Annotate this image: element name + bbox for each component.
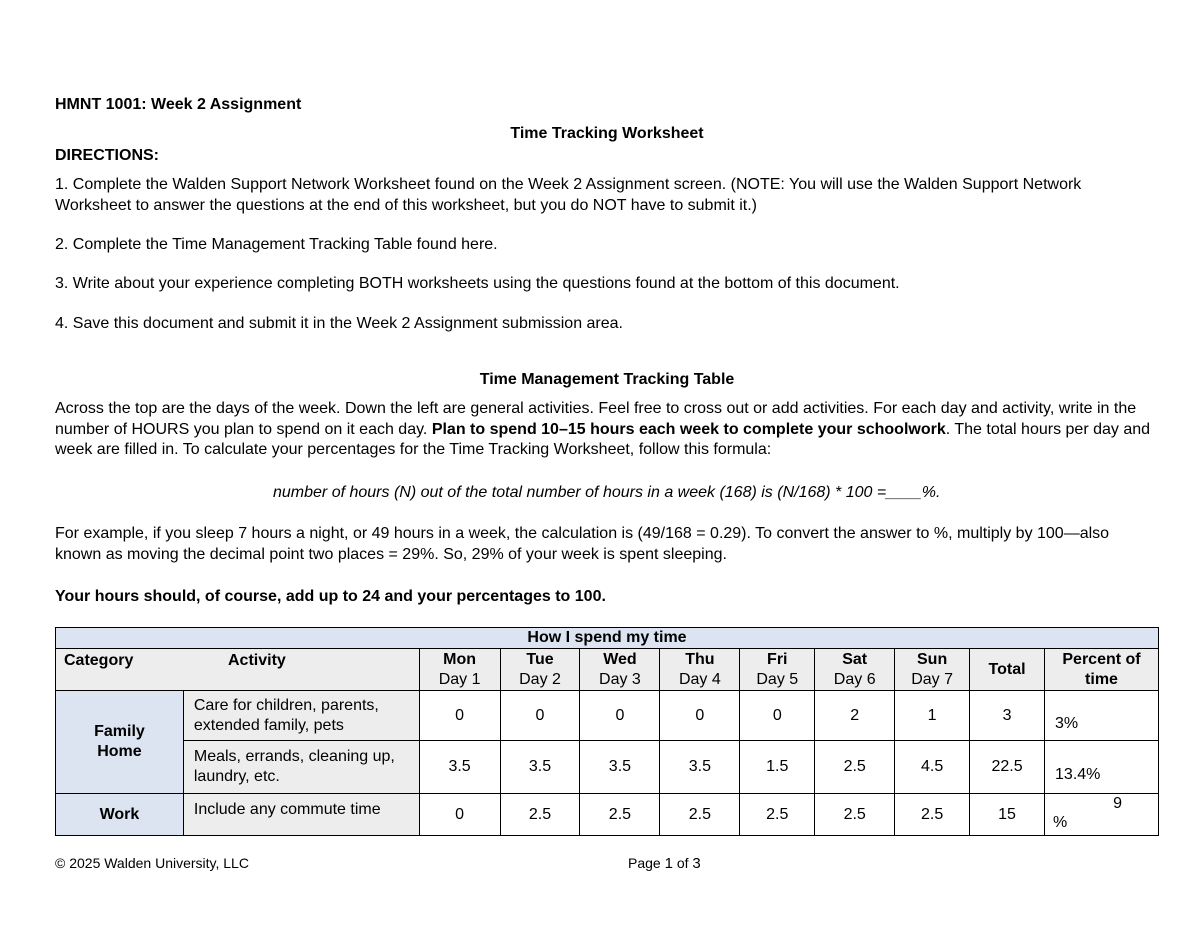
percent-cell[interactable]: 13.4% [1045, 741, 1159, 794]
activity-header: Activity [228, 652, 286, 669]
hours-cell[interactable]: 1.5 [740, 741, 815, 794]
activity-cell: Meals, errands, cleaning up, laundry, etc. [183, 741, 419, 794]
hours-cell[interactable]: 2.5 [580, 794, 660, 836]
total-cell[interactable]: 15 [970, 794, 1045, 836]
hours-cell[interactable]: 0 [500, 691, 580, 741]
hours-cell[interactable]: 4.5 [895, 741, 970, 794]
hours-note: Your hours should, of course, add up to 24 and your percentages to 100. [55, 588, 606, 605]
percent-value: 9 [1113, 795, 1122, 812]
category-header: Category [64, 652, 134, 669]
activity-cell: Include any commute time [183, 794, 419, 836]
category-family-home: Family Home [56, 691, 184, 794]
table-row [56, 741, 1159, 794]
hours-cell[interactable]: 0 [660, 691, 740, 741]
intro-emphasis: Plan to spend 10–15 hours each week to complete your schoolwork [431, 420, 946, 438]
hours-cell[interactable]: 2.5 [740, 794, 815, 836]
day-header-fri: Fri Day 5 [740, 649, 815, 691]
percent-sign: % [1053, 814, 1068, 831]
day-header-thu: Thu Day 4 [660, 649, 740, 691]
total-cell[interactable]: 22.5 [970, 741, 1045, 794]
table-row [56, 794, 1159, 836]
day-header-mon: Mon Day 1 [419, 649, 500, 691]
page-number: Page 1 of 3 [628, 855, 701, 872]
total-header: Total [970, 649, 1045, 691]
hours-cell[interactable]: 0 [740, 691, 815, 741]
intro-text: Across the top are the days of the week. Down the left are general activities. Feel free to cross out or add activities. For each day and activity, write in the number of HOURS you plan to spend on it each day. [55, 400, 1137, 438]
direction-item: 1. Complete the Walden Support Network Worksheet found on the Week 2 Assignment screen. (NOTE: You will use the Walden Support Network Worksheet to answer the questions at the end of this worksheet, but you do NOT have to submit it.) [55, 176, 1082, 214]
hours-cell[interactable]: 2.5 [660, 794, 740, 836]
table-row [56, 691, 1159, 741]
hours-cell[interactable]: 0 [419, 691, 500, 741]
copyright-footer: © 2025 Walden University, LLC [55, 855, 249, 871]
hours-cell[interactable]: 3.5 [660, 741, 740, 794]
percent-header: Percent of time [1045, 649, 1159, 691]
hours-cell[interactable]: 2 [815, 691, 895, 741]
percent-cell[interactable] [1045, 794, 1159, 836]
hours-cell[interactable]: 3.5 [500, 741, 580, 794]
direction-item: 3. Write about your experience completing BOTH worksheets using the questions found at the bottom of this document. [55, 275, 900, 292]
hours-cell[interactable]: 0 [419, 794, 500, 836]
hours-cell[interactable]: 2.5 [895, 794, 970, 836]
time-tracking-table [55, 627, 1159, 836]
day-header-sun: Sun Day 7 [895, 649, 970, 691]
percent-cell[interactable]: 3% [1045, 691, 1159, 741]
directions-label: DIRECTIONS: [55, 147, 159, 164]
hours-cell[interactable]: 3.5 [580, 741, 660, 794]
category-work: Work [56, 794, 184, 836]
day-header-tue: Tue Day 2 [500, 649, 580, 691]
direction-item: 2. Complete the Time Management Tracking Table found here. [55, 236, 498, 253]
direction-item: 4. Save this document and submit it in the Week 2 Assignment submission area. [55, 315, 623, 332]
hours-cell[interactable]: 2.5 [815, 741, 895, 794]
day-header-sat: Sat Day 6 [815, 649, 895, 691]
hours-cell[interactable]: 2.5 [500, 794, 580, 836]
course-header: HMNT 1001: Week 2 Assignment [55, 96, 302, 113]
example-paragraph: For example, if you sleep 7 hours a night, or 49 hours in a week, the calculation is (49/168 = 0.29). To convert the answer to %, multiply by 100—also known as moving the decimal point two places = 29%. So, 29% of your week is spent sleeping. [55, 525, 1110, 563]
percentage-formula: number of hours (N) out of the total number of hours in a week (168) is (N/168) * 100 =____%. [273, 484, 941, 501]
hours-cell[interactable]: 0 [580, 691, 660, 741]
category-activity-header [56, 649, 420, 691]
total-cell[interactable]: 3 [970, 691, 1045, 741]
tracking-table-title: Time Management Tracking Table [479, 371, 735, 388]
hours-cell[interactable]: 3.5 [419, 741, 500, 794]
tracking-intro [55, 399, 1159, 461]
hours-cell[interactable]: 1 [895, 691, 970, 741]
hours-cell[interactable]: 2.5 [815, 794, 895, 836]
day-header-wed: Wed Day 3 [580, 649, 660, 691]
activity-cell: Care for children, parents, extended family, pets [183, 691, 419, 741]
intro-text-end: . The total hours per day and week are filled in. To calculate your percentages for the Time Tracking Worksheet, follow this formula: [55, 420, 1151, 458]
table-banner: How I spend my time [56, 628, 1159, 649]
worksheet-subtitle: Time Tracking Worksheet [510, 125, 704, 142]
